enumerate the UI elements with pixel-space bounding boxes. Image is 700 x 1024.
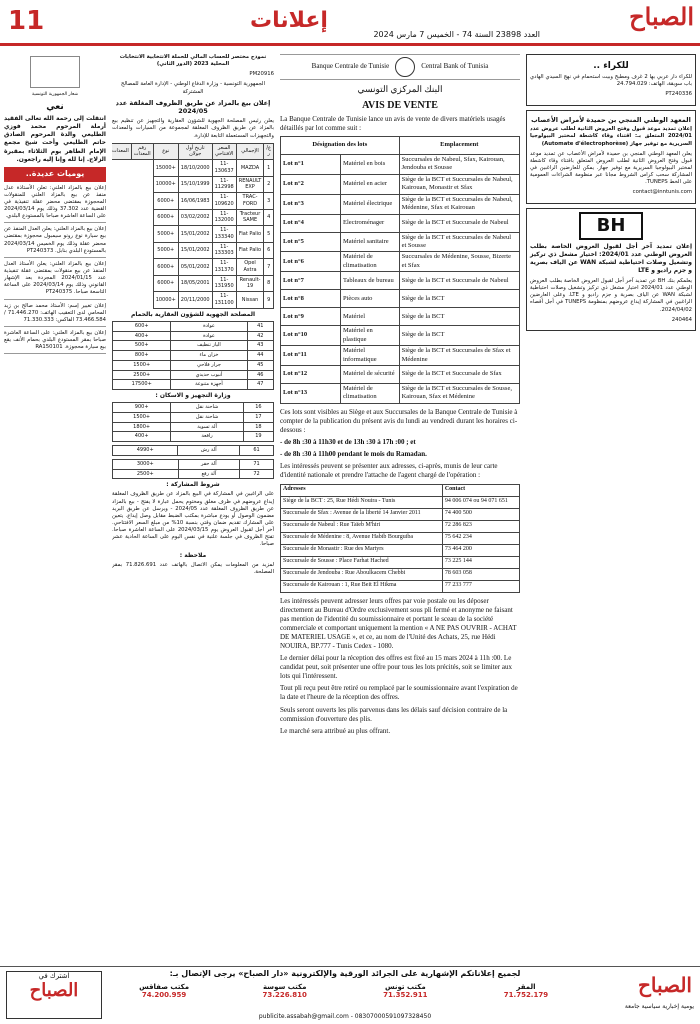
address-row [281,520,520,532]
section1-title: المصلحة الجهوية للشؤون العقارية بالحمام [130,310,256,318]
vehicle-cell: RENAULT EXP [236,176,264,193]
table-row [112,226,274,243]
institute-ad [526,110,696,204]
item-cell: آلة تسوية [171,422,244,432]
bh-body: يعلمكم بنك BH عن تمديد آخر أجل لقبول العروض الخاصة بطلب العروض الوطني عدد 2024/01 اختيار مشغل ذي تركيز وتشغيل وصلات احتياطية لشبكة WAN عن الياف بصرية و جزم راديو و LTE. وعلى العارضين الراغبين في المشاركة إيداع عروضهم بمنظومة TUNEPS في أجل أقصاه 2024/04/02. [530,277,693,313]
table-row [113,321,274,331]
item-cell: +600 [113,321,171,331]
vehicles-header-cell: المعدات [112,143,131,160]
office-name: المقر [516,983,536,991]
item-cell: 16 [243,403,273,413]
vehicle-cell: 4 [264,209,274,226]
crest-label: شعار الجمهورية التونسية [31,92,79,97]
rent-title: للكراء .. [593,61,629,71]
lot-row [281,214,520,232]
item-cell: 46 [247,370,273,380]
page-number: 11 [8,6,45,36]
bct-name-ar: البنك المركزي التونسي [357,84,443,94]
institute-mail: contact@inntunis.com [632,189,692,196]
lot-place: Siège de la BCT et Succursales de Nabeul, Médenine, Sfax et Kairouan [399,194,519,214]
lot-place: Siège de la BCT et Succursale de Nabeul [399,214,519,232]
vehicle-cell: Opel Astra [236,259,264,276]
lot-row [281,290,520,308]
table-row [113,412,274,422]
vehicle-cell: 11-133303 [212,242,236,259]
table-row [113,341,274,351]
vehicles-header-row [112,143,274,160]
issue-info: العدد 23898 السنة 74 - الخميس 7 مارس 2024 [373,30,540,39]
note-title: ملاحظة : [179,551,207,559]
vehicle-cell: 05/01/2002 [178,259,212,276]
table-row [113,459,274,469]
item-cell: +17500 [113,380,171,390]
vehicle-cell: 5 [264,226,274,243]
footer-office [351,983,459,999]
column-auction [112,54,274,964]
lot-row [281,308,520,326]
table-row [112,193,274,210]
footer-office [110,983,218,999]
vehicle-cell: +10000 [153,292,178,309]
contact-cell: 75 642 234 [442,532,519,544]
bct-visit: Ces lots sont visibles au Siège et aux Succursales de la Banque Centrale de Tunisie à compter de la publication du présent avis du lundi au vendredi durant les horaires ci-dessous : [280,407,518,435]
footer-logo: الصباح [637,973,692,997]
lot-row [281,154,520,174]
lot-row [281,384,520,404]
address-cell: Succursale de Médenine : 8, Avenue Habib Bourguiba [281,532,443,544]
column-bct [280,54,520,964]
lot-place: Siège de la BCT et Succursales de Nabeul et Sousse [399,232,519,252]
lots-table [280,136,520,404]
column-right [526,54,696,964]
item-cell: +3000 [113,459,179,469]
bh-bank-logo: BH [579,212,643,240]
address-row [281,568,520,580]
table-row [113,380,274,390]
office-phone: 71.352.911 [383,991,428,999]
section2-title: وزارة التجهيز و الاسكان : [155,392,231,399]
office-phone: 71.752.179 [503,991,549,999]
item-cell: +2500 [113,469,179,479]
item-cell: 45 [247,360,273,370]
bh-code: 240464 [671,316,692,323]
lot-place: Siège de la BCT et Succursale de Sfax [399,366,519,384]
vehicle-cell: 9 [264,292,274,309]
notice-item: إعلان تغيير إسم: الأستاذ محمد صالح بن زيد المحامي لدى التعقيب الهاتف: 71.446.270 / 73.466.584 الفاكس: 71.330.333 [4,303,106,327]
vehicle-cell: +10000 [153,176,178,193]
column-left [4,54,106,964]
item-cell: +400 [113,331,171,341]
lot-name: Matériel de sécurité [341,366,400,384]
item-cell: 19 [243,432,273,442]
section3-table [112,445,274,456]
address-row [281,508,520,520]
contact-cell: 72 286 823 [442,520,519,532]
item-cell: +900 [113,403,171,413]
vehicle-cell: 2 [264,176,274,193]
bct-hours1: - de 8h :30 à 11h30 et de 13h :30 à 17h :00 ; et [280,438,416,447]
footer-office [472,983,580,999]
table-row [113,370,274,380]
conditions-text: على الراغبين في المشاركة في البيع بالمزاد عن طريق الظروف المغلقة إيداع عروضهم في ظرف مغلق ومختوم يحمل عبارة لا يفتح - بيع بالمزاد عن طريق الظروف المغلقة عدد 2024/05 - ويرسل عن طريق البريد مضمون الوصول أو يودع مباشرة بمكتب الضبط مقابل وصل إيداع. يتعين على المشارك تقديم ضمان وقتي بنسبة 10% من مبلغ السعر الافتتاحي. آخر أجل لقبول العروض يوم 2024/03/15 على الساعة العاشرة صباحا. تفتح الظروف في جلسة علنية في نفس اليوم على الساعة الحادية عشر صباحا. [112,491,274,548]
item-cell: +1800 [113,422,171,432]
address-row [281,580,520,592]
vehicle-cell: 15/10/1999 [178,176,212,193]
institute-title: المعهد الوطني المنجي بن حميدة لأمراض الأعصاب [531,115,691,124]
vehicle-cell: Renault-19 [236,275,264,292]
vehicle-cell: +6000 [153,193,178,210]
section4-table [112,459,274,480]
lot-name: Pièces auto [341,290,400,308]
vehicle-cell: +6000 [153,259,178,276]
item-cell: رافعة [171,432,244,442]
vehicle-cell: 11-130637 [212,160,236,177]
item-cell: +800 [113,351,171,361]
notice-title: نعي [46,102,64,113]
lot-name: Electroménager [341,214,400,232]
item-cell: 44 [247,351,273,361]
lot-number: Lot n°5 [281,232,341,252]
lot-number: Lot n°3 [281,194,341,214]
contact-cell: 73 225 144 [442,556,519,568]
auction-top-code: PM20916 [249,71,274,78]
vehicle-cell: Fiat Palio [236,242,264,259]
addr-col-contact: Contact [442,484,519,496]
lot-place: Siège de la BCT et Succursales de Sfax et Médenine [399,346,519,366]
table-row [113,351,274,361]
lots-col-place: Emplacement [399,136,519,154]
lot-row [281,174,520,194]
item-cell: آلة رفع [178,469,239,479]
lot-place: Siège de la BCT [399,290,519,308]
institute-body: يعلن المعهد الوطني المنجي بن حميدة لأمراض الأعصاب عن تمديد موعد قبول وفتح العروض الثانية لطلب العروض المتعلق باقتناء وقاء كاشطة لمختبر البيولوجيا السريرية مع توفير جهاز. يمكن للعارضين الراغبين في المشاركة سحب كراس الشروط مجانا عبر منظومة الشراءات العمومية على الخط TUNEPS. [530,150,692,186]
lot-place: Siège de la BCT [399,326,519,346]
lot-place: Siège de la BCT [399,308,519,326]
bh-title: إعلان تمديد آخر أجل لقبول العروض الخاصة بطلب العروض الوطني عدد 2024/01: اختيار مشغل ذي تركيز وتشغيل وصلات احتياطية لشبكة WAN عن الياف بصرية و جزم راديو و LTE [530,242,692,274]
vehicles-header-cell: رقم المعدات [131,143,153,160]
vehicle-cell: 11-132000 [212,209,236,226]
item-cell: آلة حفر [178,459,239,469]
bct-seal-icon [395,57,415,77]
table-row [113,331,274,341]
lot-number: Lot n°1 [281,154,341,174]
office-name: مكتب صفاقس [139,983,190,991]
bct-name-en: Central Bank of Tunisia [421,62,489,71]
vehicle-cell: +6000 [153,209,178,226]
bct-avis [280,54,520,736]
lot-name: Matériel en acier [341,174,400,194]
item-cell: 17 [243,412,273,422]
vehicle-cell: 11-133340 [212,226,236,243]
vehicle-cell: 11-131950 [212,275,236,292]
lot-number: Lot n°9 [281,308,341,326]
office-phone: 74.200.959 [141,991,187,999]
table-row [112,292,274,309]
lot-place: Siège de la BCT et Succursales de Sousse, Kairouan, Sfax et Médenine [399,384,519,404]
footer-office [231,983,339,999]
item-cell: +400 [113,432,171,442]
office-name: مكتب سوسة [262,983,307,991]
address-row [281,556,520,568]
lot-number: Lot n°10 [281,326,341,346]
bct-offer: Les intéressés peuvent adresser leurs offres par voie postale ou les déposer directement au Bureau d'Ordre exclusivement sous pli fermé et anonyme ne faisant pas mention de l'identité du soumissionnaire et portant le sceau de la société commerciale et comportant uniquement la mention « A NE PAS OUVRIR - ACHAT DE MATERIEL USAGE », et ce, au nom de l'Unité des Achats, 25, rue Hédi NOUIRA, BP.777 - Tunis Cedex - 1080. [280,596,517,650]
bct-hours2: - de 8h :30 à 11h00 pendant le mois du Ramadan. [280,450,427,459]
lot-place: Succursales de Médenine, Sousse, Bizerte et Sfax [399,252,519,272]
lot-number: Lot n°4 [281,214,341,232]
table-row [112,275,274,292]
vehicle-cell: Fiat Palio [236,226,264,243]
vehicles-table [112,143,274,309]
vehicle-cell: 11-131370 [212,259,236,276]
item-cell: +2500 [113,370,171,380]
notice-item: إعلان بيع بالمزاد العلني: على الساعة العاشرة صباحا بمقر المستودع البلدي بحمام الأنف يقع بيع سيارة محجوزة. RA150101 [4,330,106,354]
lot-name: Tableaux de bureau [341,272,400,290]
address-cell: Succursale de Sfax : Avenue de la liberté 14 Janvier 2011 [281,508,443,520]
item-cell: 47 [247,380,273,390]
bct-intro: La Banque Centrale de Tunisie lance un avis de vente de divers matériels usagés détaillés par lot comme suit : [280,114,506,132]
address-row [281,496,520,508]
item-cell: +1500 [113,412,171,422]
item-cell: 41 [247,321,273,331]
lot-name: Matériel informatique [341,346,400,366]
item-cell: خزان ماء [171,351,247,361]
item-cell: جرار فلاحي [171,360,247,370]
page-header [0,0,700,46]
auction-body: يعلن رئيس المصلحة الجهوية للشؤون العقارية والتجهيز عن تنظيم بيع بالمزاد عن طريق الظروف المغلقة لمجموعة من السيارات والمعدات والتجهيزات المستعملة التابعة للإدارة. [112,118,274,139]
addr-col-address: Adresses [281,484,443,496]
table-row [113,469,274,479]
item-cell: الياز تنظيف [171,341,247,351]
lot-number: Lot n°6 [281,252,341,272]
bct-title: AVIS DE VENTE [362,99,438,111]
days-banner: يوميات عديدة.. [4,167,106,182]
address-cell: Succursale de Jendouba : Rue Aboulkacem Chebbi [281,568,443,580]
item-cell: 71 [240,459,274,469]
footer-tagline: يومية إخبارية سياسية جامعة [624,1003,694,1010]
bct-late: Tout pli reçu peut être retiré ou remplacé par le soumissionnaire avant l'expiration de la date et l'heure de la réception des offres. [280,684,518,702]
vehicle-cell: 7 [264,259,274,276]
table-row [112,176,274,193]
address-cell: Succursale de Monastir : Rue des Martyrs [281,544,443,556]
contact-cell: 73 464 200 [442,544,519,556]
office-phone: 73.226.810 [262,991,307,999]
lot-number: Lot n°12 [281,366,341,384]
address-table [280,484,520,593]
vehicle-cell: 16/06/1983 [178,193,212,210]
table-row [113,446,274,456]
table-row [112,259,274,276]
conditions-title: شروط المشاركة : [166,481,220,489]
lot-name: Matériel électrique [341,194,400,214]
item-cell: آلة رش [178,446,240,456]
lot-name: Matériel [341,308,400,326]
bh-ad [526,208,696,331]
item-cell: 72 [240,469,274,479]
address-row [281,544,520,556]
lot-number: Lot n°13 [281,384,341,404]
office-name: مكتب تونس [385,983,426,991]
rent-code: PT240336 [665,91,692,98]
bct-commission: Seuls seront ouverts les plis parvenus dans les délais sauf décision contraire de la commission d'ouverture des plis. [280,705,508,723]
lot-number: Lot n°8 [281,290,341,308]
notice-item: إعلان بيع بالمزاد العلني: تعلن الأستاذة عدل منفذ عن بيع بالمزاد العلني للمنقولات المحجوزة بمقتضى محضر عقلة تنفيذية في القضية عدد 37.302 وذلك يوم 2024/03/14 على الساعة العاشرة صباحا بالمستودع البلدي. [4,185,106,224]
footer-title: لجميع إعلاناتكم الإشهارية على الجرائد الورقية والإلكترونية «دار الصباح» يرجى الإتصال بـ: [169,969,521,978]
lot-name: Matériel de climatisation [341,384,400,404]
contact-cell: 77 233 777 [442,580,519,592]
footer-bar: publicite.assabah@gmail.com - 08307000591097328450 [258,1013,432,1020]
bct-deadline: Le dernier délai pour la réception des offres est fixé au 15 mars 2024 à 11h :00. Le candidat peut, soit présenter une offre pour tous les lots précités, soit se limiter aux lots qui l'intéressent. [280,654,512,681]
address-row [281,532,520,544]
lot-number: Lot n°2 [281,174,341,194]
item-cell: شاحنة نقل [171,412,244,422]
item-cell: 18 [243,422,273,432]
item-cell: 61 [240,446,274,456]
institute-subtitle: إعلان تمديد موعد قبول وفتح العروض الثانية لطلب عروض عدد 2024/01 المتعلق بـ: اقتناء وقاء كاشطة لمختبر البيولوجيا السريرية مع توفير جهاز (Automate d'électrophorèse) [530,126,692,147]
item-cell: 42 [247,331,273,341]
lot-row [281,366,520,384]
lot-row [281,232,520,252]
rent-text: للكراء دار عربي بها 2 غرف ومطبخ وبيت استحمام في نهج السيدي الهادي باب سويقة، الهاتف: 24.794.029 [530,74,692,88]
lot-name: Matériel en plastique [341,326,400,346]
item-cell: +500 [113,341,171,351]
notices-list [4,185,106,355]
vehicle-cell: 11-109620 [212,193,236,210]
subscribe-title: اشترك في [38,972,70,980]
lots-col-designation: Désignation des lots [281,136,400,154]
vehicle-cell: +15000 [153,160,178,177]
vehicle-cell: +5000 [153,226,178,243]
vehicle-cell: 6 [264,242,274,259]
vehicles-header-cell: الإجمالي [236,143,264,160]
section2-table [112,402,274,442]
vehicle-cell: +6000 [153,275,178,292]
vehicles-header-cell: تاريخ أول جولان [178,143,212,160]
rent-ad [526,54,696,106]
lot-number: Lot n°11 [281,346,341,366]
item-cell: عوادة [171,331,247,341]
vehicle-cell: +5000 [153,242,178,259]
vehicle-cell: 18/05/2001 [178,275,212,292]
vehicle-cell: 03/02/2002 [178,209,212,226]
bct-final: Le marché sera attribué au plus offrant. [280,726,391,735]
lot-row [281,252,520,272]
item-cell: +4990 [113,446,178,456]
table-row [113,360,274,370]
table-row [113,403,274,413]
table-row [112,160,274,177]
auction-title: إعلان بيع بالمزاد عن طريق الظروف المغلقة عدد 2024/05 [115,98,271,116]
lot-name: Matériel de climatisation [341,252,400,272]
lot-name: Matériel en bois [341,154,400,174]
newspaper-logo: الصباح [629,2,694,31]
crest-icon [30,56,80,88]
vehicle-cell: 8 [264,275,274,292]
vehicle-cell: 20/11/2000 [178,292,212,309]
vehicle-cell: 15/01/2002 [178,226,212,243]
subscribe-logo: الصباح [29,980,79,1001]
auction-top-title: نموذج مختصر للحساب المالي للحملة الانتخابية الانتخابات المحلية 2023 (الدور الثاني) [119,54,267,68]
lot-row [281,194,520,214]
item-cell: أجهزة متنوعة [171,380,247,390]
item-cell: 43 [247,341,273,351]
vehicles-header-cell: ع/ر [264,143,274,160]
section1-table [112,321,274,390]
lot-place: Siège de la BCT et Succursale de Nabeul [399,272,519,290]
vehicle-cell: TRAC-FORD [236,193,264,210]
footer-offices [110,983,580,999]
notice-item: إعلان بيع بالمزاد العلني: يعلن العدل المنفذ عن بيع سيارة نوع رونو سيمبول محجوزة بمقتضى محضر عقلة وذلك يوم الخميس 2024/03/14 بالمستودع البلدي بنابل. PT240373 [4,226,106,258]
table-row [112,209,274,226]
auction-gov: الجمهورية التونسية - وزارة الدفاع الوطني - الإدارة العامة للمصالح المشتركة [120,81,266,95]
contact-cell: 78 603 058 [442,568,519,580]
notice-item: إعلان بيع بالمزاد العلني: يعلن الأستاذ العدل المنفذ عن بيع منقولات بمقتضى عقلة تنفيذية عدد 2024/01/15 المجردة بعد الإشهار القانوني وذلك يوم 2024/03/14 على الساعة التاسعة صباحا. PT240375 [4,261,106,300]
vehicle-cell: MAZDA [236,160,264,177]
address-cell: Siège de la BCT : 25, Rue Hédi Nouira - Tunis [281,496,443,508]
bct-header [280,54,520,80]
vehicle-cell: Nissan [236,292,264,309]
note-text: لمزيد من المعلومات يمكن الاتصال بالهاتف عدد 71.826.691 بمقر المصلحة. [112,561,274,575]
table-row [113,422,274,432]
bct-name-fr: Banque Centrale de Tunisie [311,62,390,71]
notice-text: انتقلت إلى رحمة الله تعالى الفقيد أرملة المرحوم محمد فوزي الطليعي والدة المرحوم الصادق حاتم الطليعي وأخت شيخ مجمع الإمام الطاهر بوم الثلاثاء بمقبرة الزلاج. إنا لله وإنا إليه راجعون. [4,115,106,163]
vehicle-cell: Tracteur SAME [236,209,264,226]
bct-present: Les intéressés peuvent se présenter aux adresses, ci-après, munis de leur carte d'identité nationale et prendre l'attache de l'agent chargé de l'opération : [280,462,498,480]
lot-row [281,272,520,290]
vehicle-cell: 15/01/2002 [178,242,212,259]
lot-number: Lot n°7 [281,272,341,290]
vehicles-header-cell: السعر الافتتاحي [212,143,236,160]
lot-place: Siège de la BCT et Succursales de Nabeul, Kairouan, Monastir et Sfax [399,174,519,194]
vehicles-header-cell: نوع [153,143,178,160]
lot-row [281,326,520,346]
item-cell: شاحنة نقل [171,403,244,413]
table-row [113,432,274,442]
address-cell: Succursale de Sousse : Place Farhat Hached [281,556,443,568]
contact-cell: 74 400 500 [442,508,519,520]
vehicle-cell: 18/10/2000 [178,160,212,177]
lot-place: Succursales de Nabeul, Sfax, Kairouan, Jendouba et Sousse [399,154,519,174]
lot-name: Matériel sanitaire [341,232,400,252]
address-cell: Succursale de Kairouan : 1, Rue Beit El Hikma [281,580,443,592]
vehicle-cell: 1 [264,160,274,177]
subscribe-box [6,971,102,1019]
lot-row [281,346,520,366]
address-cell: Succursale de Nabeul : Rue Taïeb M'hiri [281,520,443,532]
table-row [112,242,274,259]
section-title: إعلانات [250,8,328,33]
item-cell: عوادة [171,321,247,331]
page-footer [0,966,700,1024]
vehicle-cell: 11-131100 [212,292,236,309]
vehicle-cell: 11-112998 [212,176,236,193]
item-cell: أنبوب حديدي [171,370,247,380]
item-cell: +1500 [113,360,171,370]
contact-cell: 94 006 074 ou 94 071 651 [442,496,519,508]
vehicle-cell: 3 [264,193,274,210]
